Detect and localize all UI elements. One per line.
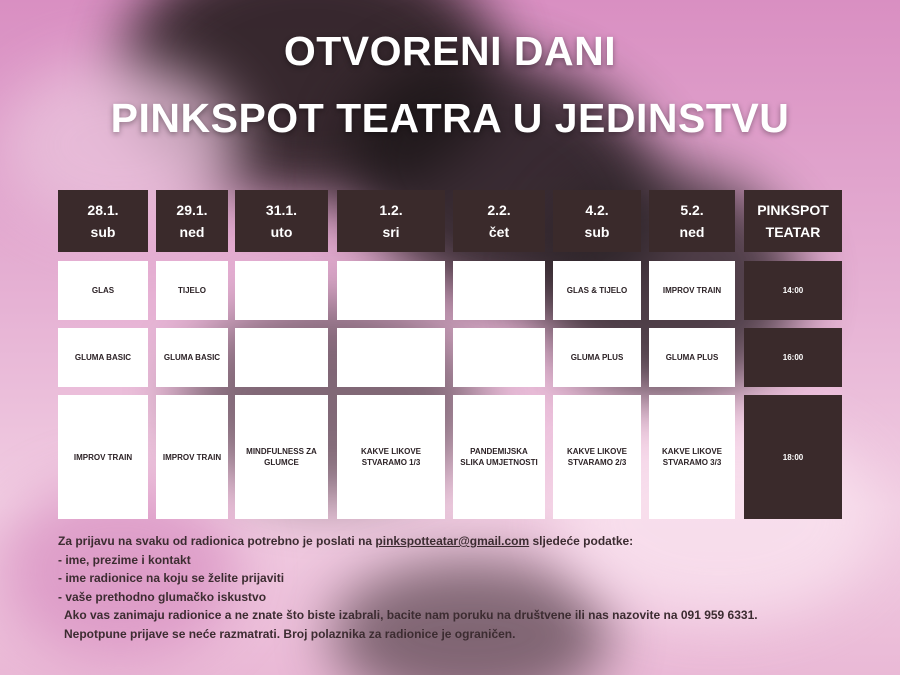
- workshop-cell: [453, 328, 545, 387]
- header-date: 4.2.: [585, 202, 609, 218]
- email-link[interactable]: pinkspotteatar@gmail.com: [375, 534, 530, 548]
- workshop-cell: GLUMA BASIC: [156, 328, 228, 387]
- workshop-cell: GLUMA BASIC: [58, 328, 148, 387]
- workshop-cell: GLUMA PLUS: [553, 328, 641, 387]
- info-note: Nepotpune prijave se neće razmatrati. Broj polaznika za radionice je ograničen.: [64, 626, 516, 641]
- header-day: ned: [679, 224, 705, 240]
- workshop-cell: IMPROV TRAIN: [58, 395, 148, 519]
- time-cell: 18:00: [744, 395, 842, 519]
- header-date: 31.1.: [265, 202, 298, 218]
- header-day: uto: [270, 224, 293, 240]
- title-line-2: PINKSPOT TEATRA U JEDINSTVU: [110, 95, 790, 141]
- workshop-cell: [453, 261, 545, 320]
- workshop-cell: KAKVE LIKOVE STVARAMO 1/3: [337, 395, 445, 519]
- workshop-cell: GLAS & TIJELO: [553, 261, 641, 320]
- workshop-cell: PANDEMIJSKA SLIKA UMJETNOSTI: [453, 395, 545, 519]
- header-date: 1.2.: [379, 202, 403, 218]
- workshop-cell: [337, 261, 445, 320]
- date-header: [156, 190, 228, 252]
- header-day: ned: [179, 224, 205, 240]
- date-header: [337, 190, 445, 252]
- workshop-cell: [235, 328, 328, 387]
- title-line-1: OTVORENI DANI: [283, 28, 617, 74]
- info-note: Ako vas zanimaju radionice a ne znate što biste izabrali, bacite nam poruku na društvene ili nas nazovite na 091 959 6331.: [64, 608, 758, 622]
- date-header: [649, 190, 735, 252]
- date-header: [553, 190, 641, 252]
- header-date: 2.2.: [487, 202, 511, 218]
- workshop-cell: [337, 328, 445, 387]
- info-item: - ime radionice na koju se želite prijaviti: [58, 571, 285, 585]
- header-day: sri: [382, 224, 400, 240]
- info-intro: Za prijavu na svaku od radionica potrebno je poslati na pinkspotteatar@gmail.com sljedeće podatke:: [58, 534, 634, 548]
- workshop-cell: IMPROV TRAIN: [156, 395, 228, 519]
- workshop-cell: KAKVE LIKOVE STVARAMO 2/3: [553, 395, 641, 519]
- venue-line: TEATAR: [765, 224, 821, 240]
- registration-info: [58, 532, 858, 643]
- info-item: - ime, prezime i kontakt: [58, 552, 191, 567]
- workshop-cell: GLAS: [58, 261, 148, 320]
- workshop-cell: [235, 261, 328, 320]
- info-item: - vaše prethodno glumačko iskustvo: [58, 589, 267, 604]
- header-day: sub: [90, 224, 116, 240]
- workshop-cell: GLUMA PLUS: [649, 328, 735, 387]
- workshop-cell: MINDFULNESS ZA GLUMCE: [235, 395, 328, 519]
- workshop-cell: IMPROV TRAIN: [649, 261, 735, 320]
- date-header: [453, 190, 545, 252]
- workshop-cell: TIJELO: [156, 261, 228, 320]
- time-cell: 14:00: [744, 261, 842, 320]
- header-date: 29.1.: [176, 202, 208, 218]
- venue-line: PINKSPOT: [757, 202, 829, 218]
- venue-header: [744, 190, 842, 252]
- header-day: sub: [584, 224, 610, 240]
- date-header: [58, 190, 148, 252]
- date-header: [235, 190, 328, 252]
- workshop-cell: KAKVE LIKOVE STVARAMO 3/3: [649, 395, 735, 519]
- header-date: 5.2.: [680, 202, 704, 218]
- header-date: 28.1.: [87, 202, 119, 218]
- header-day: čet: [488, 224, 510, 240]
- time-cell: 16:00: [744, 328, 842, 387]
